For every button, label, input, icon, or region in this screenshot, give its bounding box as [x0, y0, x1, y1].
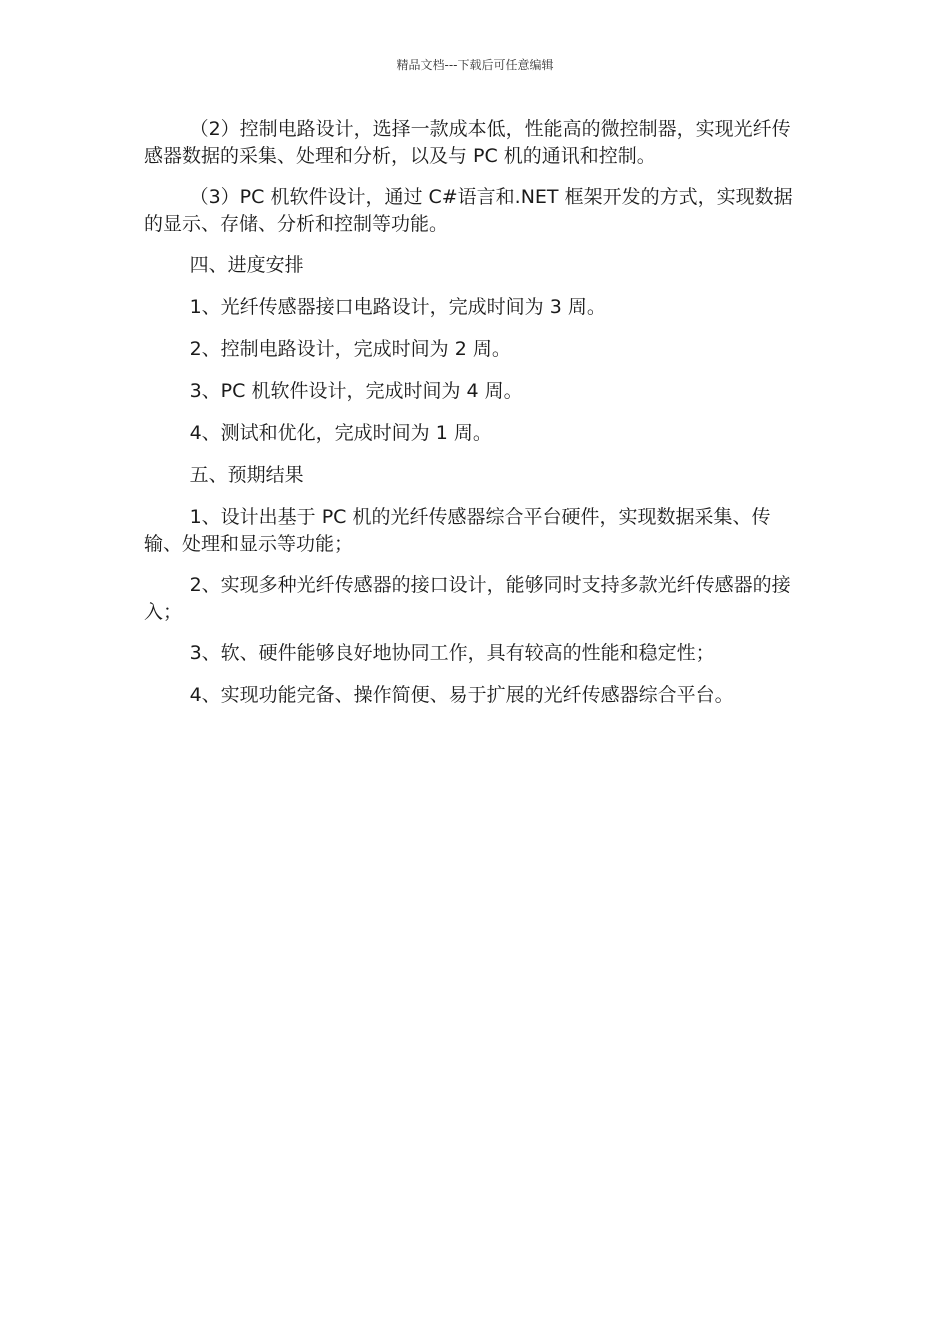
schedule-item-1: 1、光纤传感器接口电路设计，完成时间为 3 周。	[189, 296, 606, 318]
section-heading-expected-results: 五、预期结果	[189, 464, 304, 486]
result-item-4: 4、实现功能完备、操作简便、易于扩展的光纤传感器综合平台。	[189, 684, 734, 706]
schedule-item-4: 4、测试和优化，完成时间为 1 周。	[189, 422, 492, 444]
document-body	[144, 116, 806, 724]
schedule-item-3: 3、PC 机软件设计，完成时间为 4 周。	[189, 380, 523, 402]
page-header: 精品文档---下载后可任意编辑	[396, 58, 554, 72]
result-item-1: 1、设计出基于 PC 机的光纤传感器综合平台硬件，实现数据采集、传输、处理和显示等功能；	[144, 506, 771, 555]
paragraph-control-circuit: （2）控制电路设计，选择一款成本低，性能高的微控制器，实现光纤传感器数据的采集、处理和分析，以及与 PC 机的通讯和控制。	[144, 118, 791, 167]
paragraph-pc-software: （3）PC 机软件设计，通过 C#语言和.NET 框架开发的方式，实现数据的显示、存储、分析和控制等功能。	[144, 186, 793, 235]
result-item-2: 2、实现多种光纤传感器的接口设计，能够同时支持多款光纤传感器的接入；	[144, 574, 791, 623]
schedule-item-2: 2、控制电路设计，完成时间为 2 周。	[189, 338, 511, 360]
section-heading-schedule: 四、进度安排	[189, 254, 304, 276]
result-item-3: 3、软、硬件能够良好地协同工作，具有较高的性能和稳定性；	[189, 642, 715, 664]
